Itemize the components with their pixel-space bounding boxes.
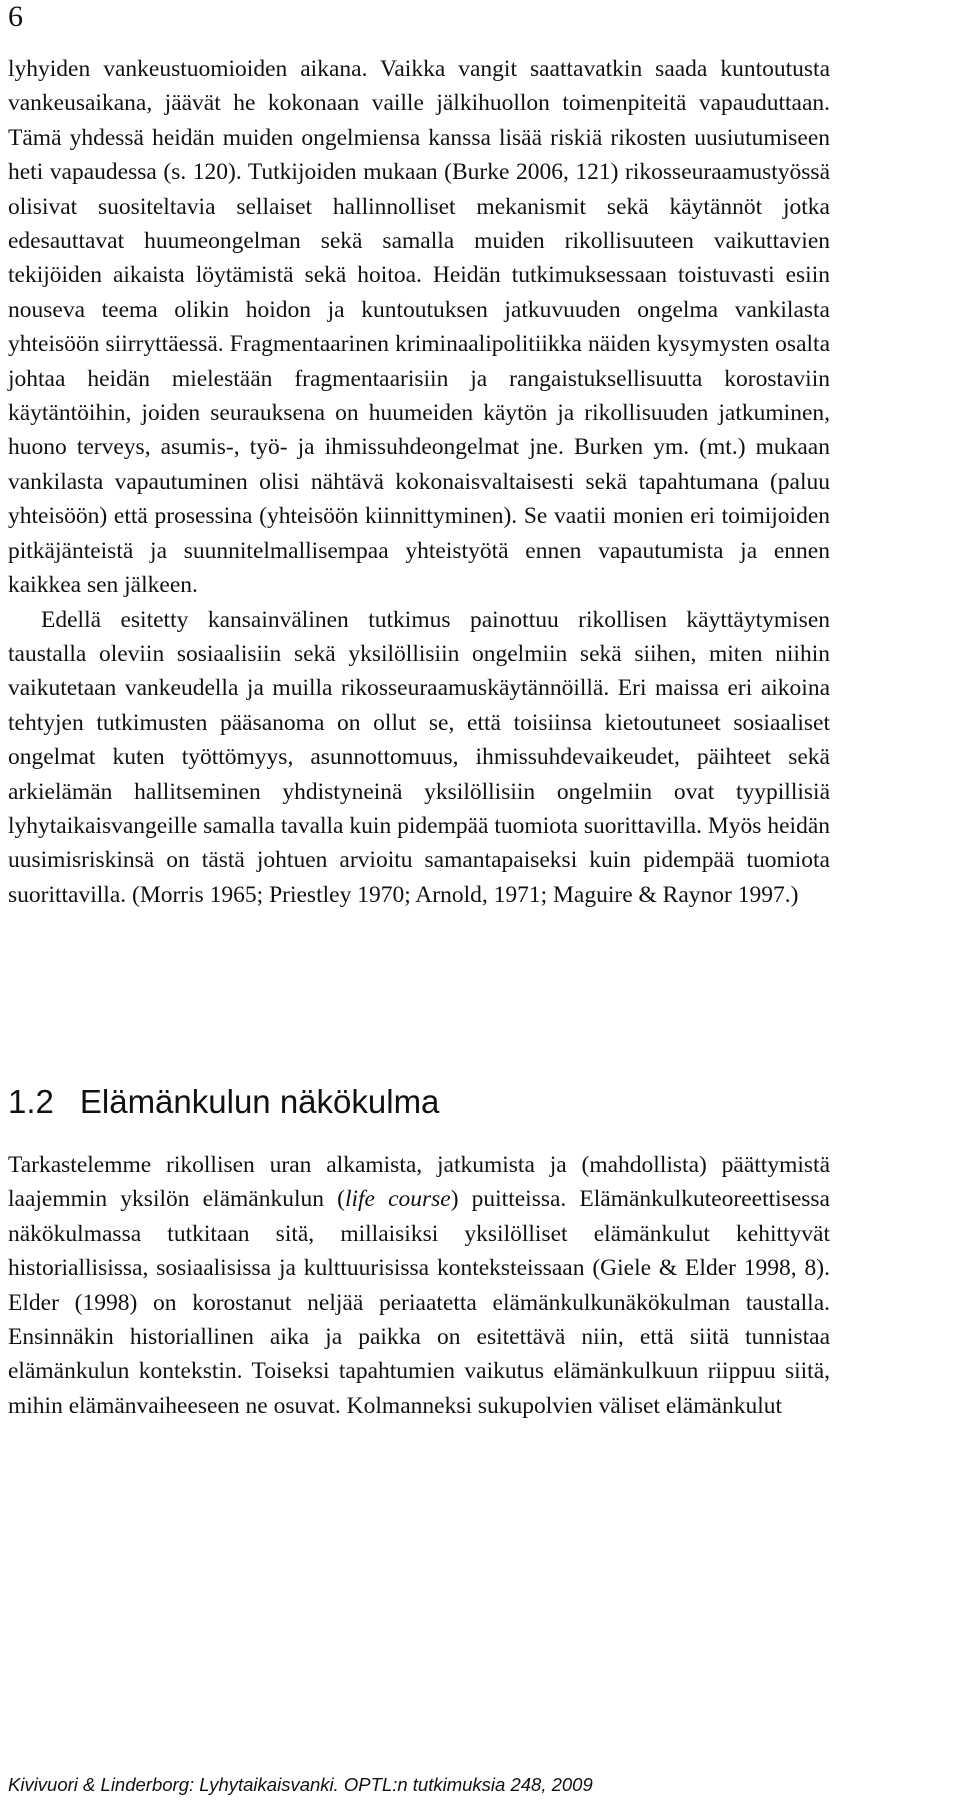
body-text bbox=[8, 52, 830, 912]
page-footer: Kivivuori & Linderborg: Lyhytaikaisvanki. OPTL:n tutkimuksia 248, 2009 bbox=[8, 1774, 593, 1795]
paragraph-text: ) puitteissa. Elämänkulkuteoreettisessa näkökulmassa tutkitaan sitä, millaisiksi yksilölliset elämänkulut kehittyvät historiallisissa, sosiaalisissa ja kulttuurisissa konteksteissaan (Giele & Elder 1998, 8). Elder (1998) on korostanut neljää periaatetta elämänkulkunäkökulman taustalla. Ensinnäkin historiallinen aika ja paikka on esitettävä niin, että siitä tunnistaa elämänkulun kontekstin. Toiseksi tapahtumien vaikutus elämänkulkuun riippuu siitä, mihin elämänvaiheeseen ne osuvat. Kolmanneksi sukupolvien väliset elämänkulut bbox=[8, 1186, 830, 1419]
section-title: Elämänkulun näkökulma bbox=[79, 1083, 440, 1120]
paragraph: lyhyiden vankeustuomioiden aikana. Vaikka vangit saattavatkin saada kuntoutusta vankeusaikana, jäävät he kokonaan vaille jälkihuollon toimenpiteitä vapauduttaan. Tämä yhdessä heidän muiden ongelmiensa kanssa lisää riskiä rikosten uusiutumiseen heti vapaudessa (s. 120). Tutkijoiden mukaan (Burke 2006, 121) rikosseuraamustyössä olisivat suositeltavia sellaiset hallinnolliset mekanismit sekä käytännöt jotka edesauttavat huumeongelman sekä samalla muiden rikollisuuteen vaikuttavien tekijöiden aikaista löytämistä sekä hoitoa. Heidän tutkimuksessaan toistuvasti esiin nouseva teema olikin hoidon ja kuntoutuksen jatkuvuuden ongelma vankilasta yhteisöön siirryttäessä. Fragmentaarinen kriminaalipolitiikka näiden kysymysten osalta johtaa heidän mielestään fragmentaarisiin ja rangaistuksellisuutta korostaviin käytäntöihin, joiden seurauksena on huumeiden käytön ja rikollisuuden jatkuminen, huono terveys, asumis-, työ- ja ihmissuhdeongelmat jne. Burken ym. (mt.) mukaan vankilasta vapautuminen olisi nähtävä kokonaisvaltaisesti sekä tapahtumana (paluu yhteisöön) että prosessina (yhteisöön kiinnittyminen). Se vaatii monien eri toimijoiden pitkäjänteistä ja suunnitelmallisempaa yhteistyötä ennen vapautumista ja ennen kaikkea sen jälkeen. bbox=[8, 56, 830, 599]
paragraph bbox=[8, 1148, 830, 1423]
section-body bbox=[8, 1148, 830, 1423]
italic-term: life course bbox=[344, 1186, 451, 1213]
section-number: 1.2 bbox=[8, 1083, 54, 1120]
section-heading bbox=[8, 1085, 439, 1118]
paragraph-text: Tarkastelemme rikollisen uran alkamista, jatkumista ja (mahdollista) päättymistä laajemmin yksilön elämänkulun ( bbox=[8, 1152, 830, 1213]
paragraph: Edellä esitetty kansainvälinen tutkimus painottuu rikollisen käyttäytymisen taustalla oleviin sosiaalisiin sekä yksilöllisiin ongelmiin sekä siihen, miten niihin vaikutetaan vankeudella ja muilla rikosseuraamuskäytännöillä. Eri maissa eri aikoina tehtyjen tutkimusten pääsanoma on ollut se, että toisiinsa kietoutuneet sosiaaliset ongelmat kuten työttömyys, asunnottomuus, ihmissuhdevaikeudet, päihteet sekä arkielämän hallitseminen yhdistyneinä yksilöllisiin ongelmiin ovat tyypillisiä lyhytaikaisvangeille samalla tavalla kuin pidempää tuomiota suorittavilla. Myös heidän uusimisriskinsä on tästä johtuen arvioitu samantapaiseksi kuin pidempää tuomiota suorittavilla. (Morris 1965; Priestley 1970; Arnold, 1971; Maguire & Raynor 1997.) bbox=[8, 606, 830, 908]
page-number: 6 bbox=[8, 0, 23, 33]
